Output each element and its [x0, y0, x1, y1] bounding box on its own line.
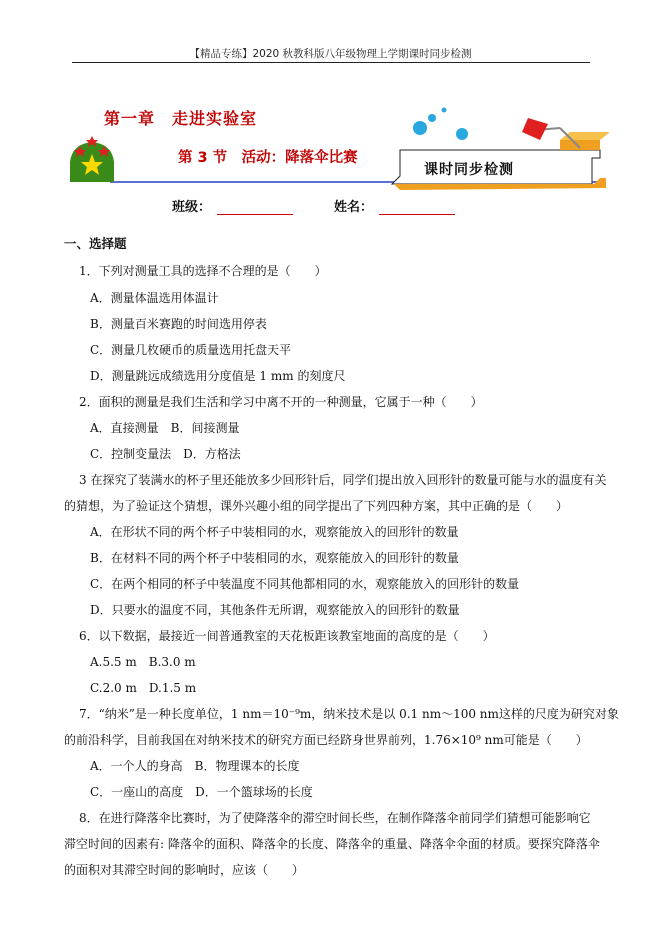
name-blank[interactable] — [379, 200, 455, 215]
question-option: C.2.0 m D.1.5 m — [90, 681, 197, 695]
question-stem: 2．面积的测量是我们生活和学习中离不开的一种测量，它属于一种（ ） — [79, 395, 483, 409]
class-blank[interactable] — [217, 200, 293, 215]
question-stem-line: 7．“纳米”是一种长度单位，1 nm＝10⁻⁹m，纳米技术是以 0.1 nm～100 nm这样的尺度为研究对象 — [79, 707, 619, 721]
question-option: C．测量几枚硬币的质量选用托盘天平 — [90, 343, 292, 357]
question-option: A．一个人的身高 B．物理课本的长度 — [90, 759, 300, 773]
question-stem-line: 滞空时间的因素有: 降落伞的面积、降落伞的长度、降落伞的重量、降落伞伞面的材质。要探究降落伞 — [64, 837, 600, 851]
question-option: B．在材料不同的两个杯子中装相同的水，观察能放入的回形针的数量 — [90, 551, 459, 565]
question-option: A．测量体温选用体温计 — [90, 291, 219, 305]
question-stem: 6．以下数据，最接近一间普通教室的天花板距该教室地面的高度的是（ ） — [79, 629, 495, 643]
question-option: C．在两个相同的杯子中装温度不同其他都相同的水，观察能放入的回形针的数量 — [90, 577, 520, 591]
question-stem: 1．下列对测量工具的选择不合理的是（ ） — [79, 264, 327, 278]
question-option: D．测量跳远成绩选用分度值是 1 mm 的刻度尺 — [90, 369, 346, 383]
banner-graphic — [0, 0, 661, 230]
question-option: A．在形状不同的两个杯子中装相同的水，观察能放入的回形针的数量 — [90, 525, 459, 539]
question-option: C．一座山的高度 D．一个篮球场的长度 — [90, 785, 313, 799]
question-stem-line: 的面积对其滞空时间的影响时，应该（ ） — [64, 863, 305, 877]
chapter-title: 第一章 走进实验室 — [104, 109, 258, 128]
running-header: 【精品专练】2020 秋教科版八年级物理上学期课时同步检测 — [189, 48, 472, 60]
question-stem-line: 的前沿科学，目前我国在对纳米技术的研究方面已经跻身世界前列，1.76×10⁹ nm可能是（ ） — [64, 733, 588, 747]
class-field — [172, 196, 293, 215]
question-stem-line: 3 在探究了装满水的杯子里还能放多少回形针后，同学们提出放入回形针的数量可能与水的温度有关 — [79, 473, 607, 487]
badge-label: 课时同步检测 — [424, 162, 514, 178]
question-option: D．只要水的温度不同，其他条件无所谓，观察能放入的回形针的数量 — [90, 603, 460, 617]
question-option: C．控制变量法 D．方格法 — [90, 447, 241, 461]
section-title: 第 3 节 活动：降落伞比赛 — [178, 150, 358, 166]
question-option: A.5.5 m B.3.0 m — [90, 655, 196, 669]
question-stem-line: 的猜想，为了验证这个猜想，课外兴趣小组的同学提出了下列四种方案，其中正确的是（ ） — [64, 499, 569, 513]
section-heading: 一、选择题 — [64, 236, 127, 251]
bubbles-decoration — [413, 108, 468, 141]
question-stem-line: 8．在进行降落伞比赛时，为了使降落伞的滞空时间长些，在制作降落伞前同学们猜想可能影响它 — [79, 811, 591, 825]
star-hill-icon — [70, 136, 114, 182]
name-field — [334, 196, 455, 215]
question-option: B．测量百米赛跑的时间选用停表 — [90, 317, 267, 331]
class-label: 班级： — [172, 200, 212, 215]
name-label: 姓名： — [334, 200, 374, 215]
question-option: A．直接测量 B．间接测量 — [90, 421, 240, 435]
